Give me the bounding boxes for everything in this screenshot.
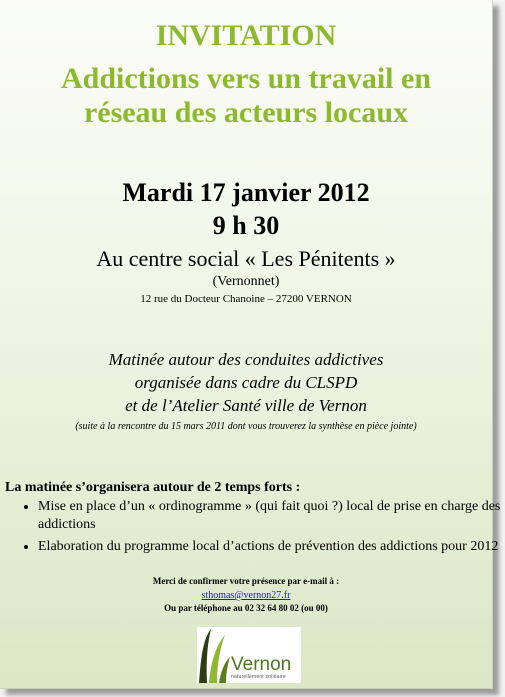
event-venue: Au centre social « Les Pénitents » [96, 246, 396, 271]
invitation-subtitle [0, 62, 492, 130]
subtitle-line-1: Addictions vers un travail en [60, 62, 432, 95]
confirm-text: Merci de confirmer votre présence par e-mail à : [152, 576, 340, 586]
program-list [20, 498, 505, 560]
logo-tagline: naturellement solidaire [231, 674, 286, 680]
description-line-3: et de l’Atelier Santé ville de Vernon [125, 396, 367, 415]
list-item: • Elaboration du programme local d’actions de prévention des addictions pour 2012 [38, 538, 505, 556]
event-district: (Vernonnet) [212, 274, 280, 289]
description-line-1: Matinée autour des conduites addictives [108, 350, 384, 369]
description-note: (suite à la rencontre du 15 mars 2011 dont vous trouverez la synthèse en pièce jointe) [75, 421, 417, 432]
phone-text: Ou par téléphone au 02 32 64 80 02 (ou 00) [164, 603, 328, 613]
event-address: 12 rue du Docteur Chanoine – 27200 VERNON [140, 293, 352, 305]
vernon-logo [197, 627, 301, 683]
email-link[interactable]: sthomas@vernon27.fr [201, 590, 291, 601]
event-date: Mardi 17 janvier 2012 [122, 178, 370, 207]
subtitle-line-2: réseau des acteurs locaux [83, 96, 409, 129]
list-item: • Mise en place d’un « ordinogramme » (qui fait quoi ?) local de prise en charge des addictions [38, 498, 505, 534]
event-time: 9 h 30 [212, 211, 280, 240]
page-title: INVITATION [155, 19, 337, 52]
program-intro: La matinée s’organisera autour de 2 temps forts : [5, 480, 301, 495]
description-line-2: organisée dans cadre du CLSPD [134, 373, 358, 392]
leaf-icon [197, 627, 231, 683]
logo-name: Vernon [231, 654, 292, 675]
